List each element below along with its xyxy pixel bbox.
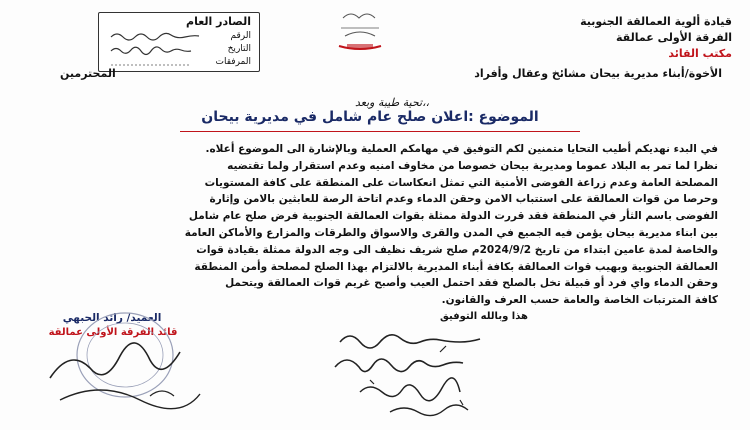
reference-attachments-label: المرفقات — [215, 57, 251, 67]
body-line: العمالقة الجنوبية وبهيب قوات العمالقة بكافة أبناء المديرية بالالتزام بهذا الصلح لمصلحة وأمن المنطقة — [194, 260, 718, 273]
letterhead-office: مكتب القائد — [668, 47, 732, 60]
letterhead-division: الفرقة الأولى عمالقة — [616, 31, 732, 44]
body-line: في البدء نهديكم أطيب التحايا متمنين لكم التوفيق في مهامكم العملية وبالإشارة الى الموضوع أعلاه. — [205, 143, 718, 155]
respected-label: المحترمين — [60, 67, 116, 80]
reference-box-title: الصادر العام — [186, 15, 251, 28]
signature-and-stamp — [30, 300, 210, 420]
body-line: وحقن الدماء واي فرد أو قبيلة تخل بالصلح فقد احتمل العيب وأصبح غريم قوات العمالقة ويتحمل — [225, 277, 718, 290]
body-line: كافة المترتبات الخاصة والعامة حسب العرف والقانون. — [441, 294, 718, 307]
unit-seal-icon — [335, 8, 385, 53]
greeting: تحية طيبة وبعد،، — [355, 96, 430, 109]
reference-handwriting — [107, 27, 217, 69]
subject-underline — [180, 131, 580, 132]
subject-line: الموضوع :اعلان صلح عام شامل في مديرية بيحان — [201, 109, 539, 125]
body-line: وحرصا من قوات العمالقة على استتباب الامن وحقن الدماء وعدم اتاحة الرصة للعابثين بالامن وإثارة — [209, 193, 718, 206]
letterhead — [580, 14, 732, 62]
letter-body — [50, 141, 718, 309]
reference-date-label: التاريخ — [227, 44, 251, 54]
body-line: نظرا لما تمر به البلاد عموما ومديرية بيحان خصوصا من مخاوف امنيه وعدم استقرار ولما تقتضيه — [227, 159, 718, 172]
signatory-title: قائد الفرقة الأولى عمالقة — [48, 327, 178, 338]
body-line: والخاصة لمدة عامين ابتداء من تاريخ 2024/9/2م صلح شريف نظيف الى وجه الدولة ممثلة بقيادة قوات — [196, 243, 718, 256]
closing-line: هذا وبالله التوفيق — [440, 311, 528, 322]
reference-number-label: الرقم — [230, 31, 251, 41]
handwritten-signatures — [330, 322, 500, 422]
body-line: بين ابناء مديرية بيحان يؤمن فيه الجميع في المدن والقرى والاسواق والطرقات والمزارع والأماكن العامة — [184, 226, 718, 239]
reference-box — [98, 12, 260, 72]
addressee: الأخوة/أبناء مديرية بيحان مشائخ وعقال وأفراد — [474, 67, 722, 80]
body-line: المصلحة العامة وعدم زراعة الفوضى الأمنية التي تمثل انعكاسات على المنطقة على كافة المستويات — [204, 176, 718, 189]
signatory-name: العميد/ رائد الحبهي — [62, 312, 162, 324]
body-line: الفوضى باسم الثأر في المنطقة فقد قررت الدولة ممثلة بقوات العمالقة الجنوبية فرض صلح عام شامل — [188, 210, 718, 223]
letterhead-command: قيادة ألوية العمالقة الجنوبية — [580, 15, 732, 28]
